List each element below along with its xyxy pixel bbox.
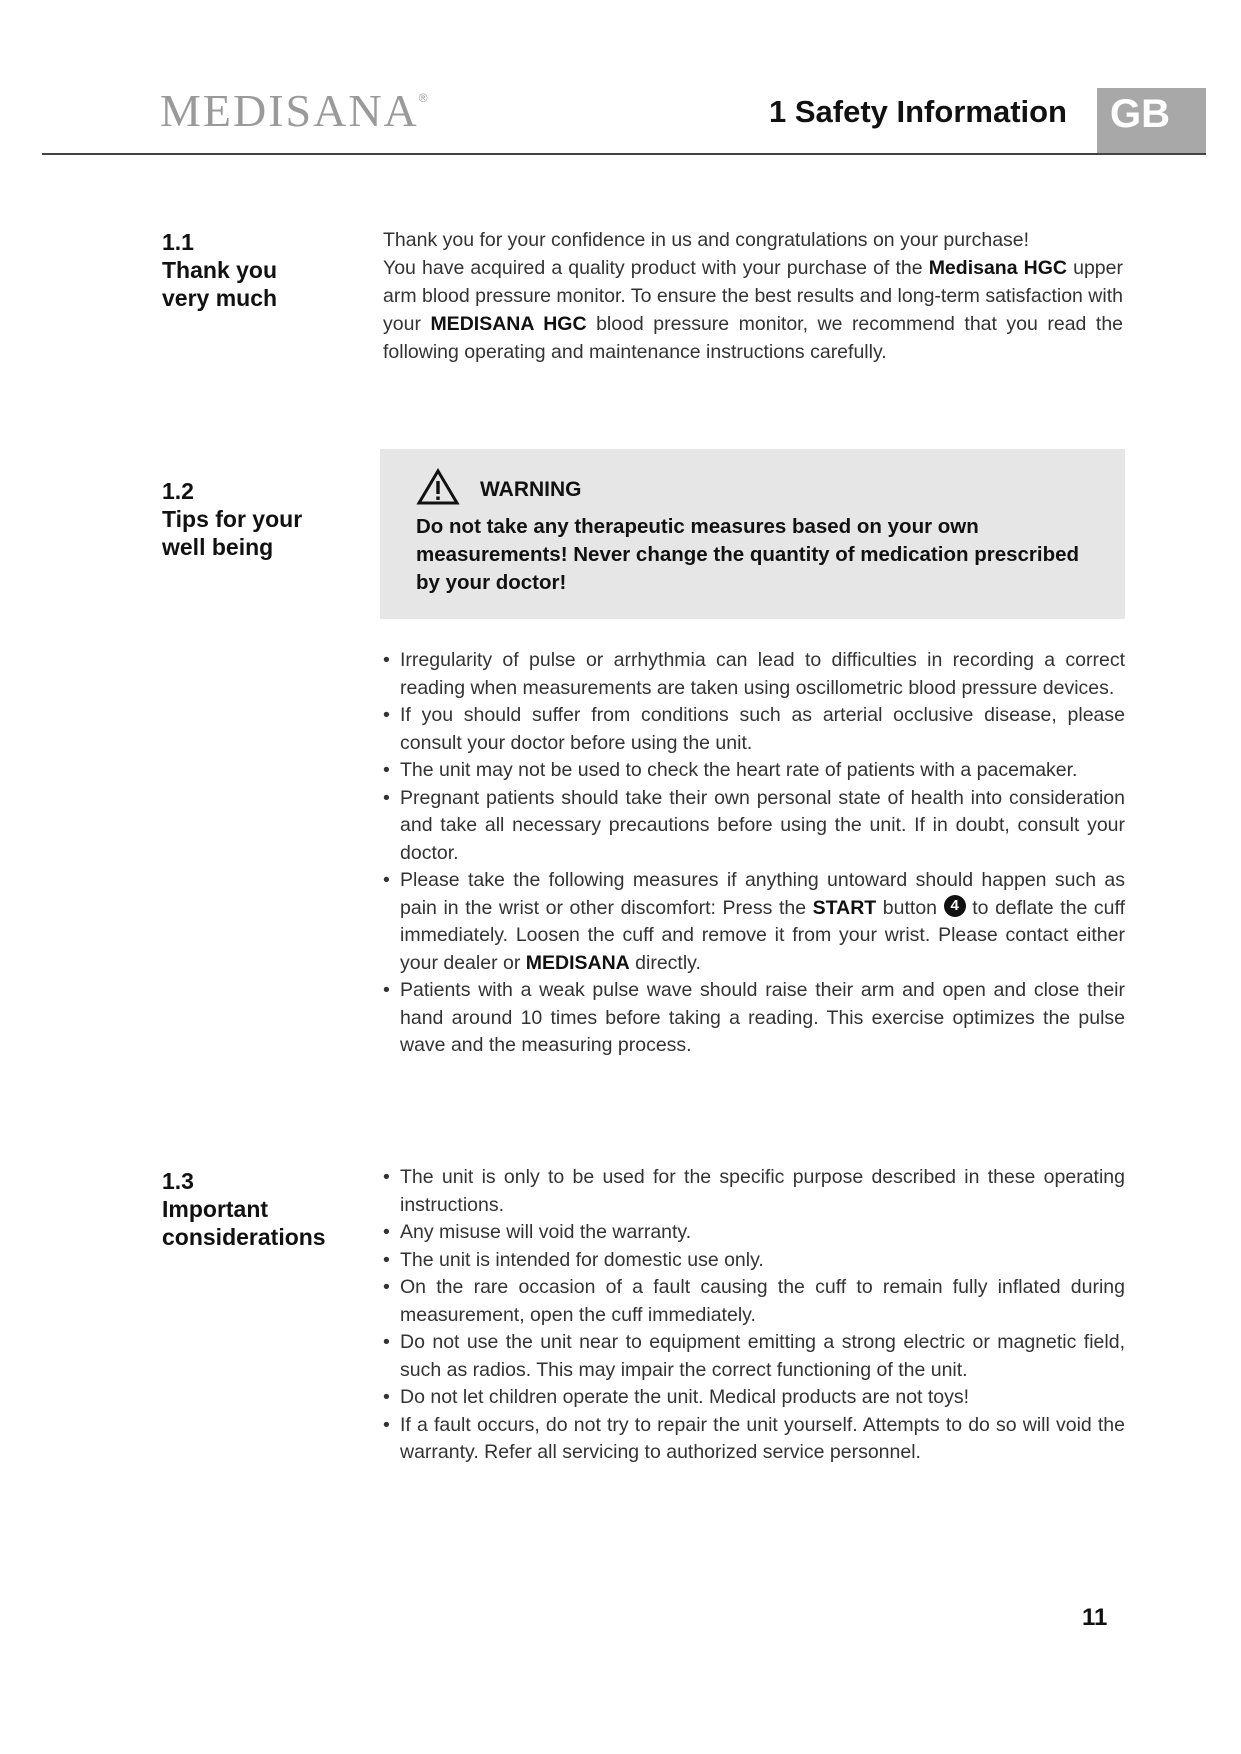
section-title-line: Tips for your [162,506,303,532]
list-item: • If a fault occurs, do not try to repair the unit yourself. Attempts to do so will void the warranty. Refer all servicing to authorized service personnel. [383,1413,1125,1463]
list-item: • Patients with a weak pulse wave should raise their arm and open and close their hand around 10 times before taking a reading. This exercise optimizes the pulse wave and the measuring process. [383,979,1125,1056]
section-title-line: very much [162,285,278,311]
language-tab: GB [1097,88,1206,154]
brand-logo: MEDISANA® [160,85,430,136]
section-heading-1-1 [162,228,362,312]
list-item: • Do not let children operate the unit. Medical products are not toys! [383,1386,970,1408]
section-number: 1.2 [162,478,194,504]
list-item: • Any misuse will void the warranty. [383,1221,692,1243]
product-name: MEDISANA HGC [430,313,587,335]
warning-box [380,449,1125,619]
intro-text [383,226,1123,366]
considerations-list [383,1164,1125,1467]
intro-paragraph-1: Thank you for your confidence in us and congratulations on your purchase! [383,229,1030,251]
list-item: • The unit is only to be used for the specific purpose described in these operating instructions. [383,1166,1125,1216]
list-item: • The unit may not be used to check the heart rate of patients with a pacemaker. [383,759,1078,781]
list-item: • Pregnant patients should take their own personal state of health into consideration and take all necessary precautions before using the unit. If in doubt, consult your doctor. [383,786,1125,864]
page-number: 11 [1082,1604,1108,1631]
section-heading-1-3 [162,1167,362,1251]
section-title-line: Thank you [162,257,278,283]
list-item: • The unit is intended for domestic use only. [383,1248,764,1271]
number-4-badge-icon: 4 [944,895,966,917]
product-name: Medisana HGC [928,257,1067,279]
start-button-label: START [812,896,877,919]
list-item: • Do not use the unit near to equipment emitting a strong electric or magnetic field, such as radios. This may impair the correct functioning of the unit. [383,1331,1125,1381]
list-item: • Irregularity of pulse or arrhythmia can lead to difficulties in recording a correct reading when measurements are taken using oscillometric blood pressure devices. [383,649,1125,699]
tips-list [383,647,1125,1060]
section-title-line: Important [162,1196,269,1222]
section-number: 1.1 [162,229,194,255]
section-title-line: considerations [162,1224,326,1250]
list-item: • On the rare occasion of a fault causing the cuff to remain fully inflated during measurement, open the cuff immediately. [383,1276,1125,1326]
section-heading-1-2 [162,477,362,561]
section-number: 1.3 [162,1168,194,1194]
warning-label: WARNING [480,478,582,501]
section-title-line: well being [162,534,274,560]
intro-paragraph-2: You have acquired a quality product with your purchase of the Medisana HGC upper arm blood pressure monitor. To ensure the best results and long-term satisfaction with your MEDISANA HGC blood pressure monitor, we recommend that you read the following operating and maintenance instructions carefully. [383,257,1124,363]
list-item: • Please take the following measures if anything untoward should happen such as pain in the wrist or other discomfort: Press the START button 4 to deflate the cuff immediately. Loosen the cuff and remove it from your wrist. Please contact either your dealer or MEDISANA directly. [383,869,1125,974]
warning-triangle-icon [416,468,460,512]
warning-header [416,471,1105,509]
page-title: 1 Safety Information [769,94,1067,129]
header-divider [42,153,1206,155]
list-item: • If you should suffer from conditions such as arterial occlusive disease, please consult your doctor before using the unit. [383,704,1125,754]
warning-text: Do not take any therapeutic measures based on your own measurements! Never change the quantity of medication prescribed by your doctor! [416,515,1080,594]
brand-mention: MEDISANA [525,951,630,974]
